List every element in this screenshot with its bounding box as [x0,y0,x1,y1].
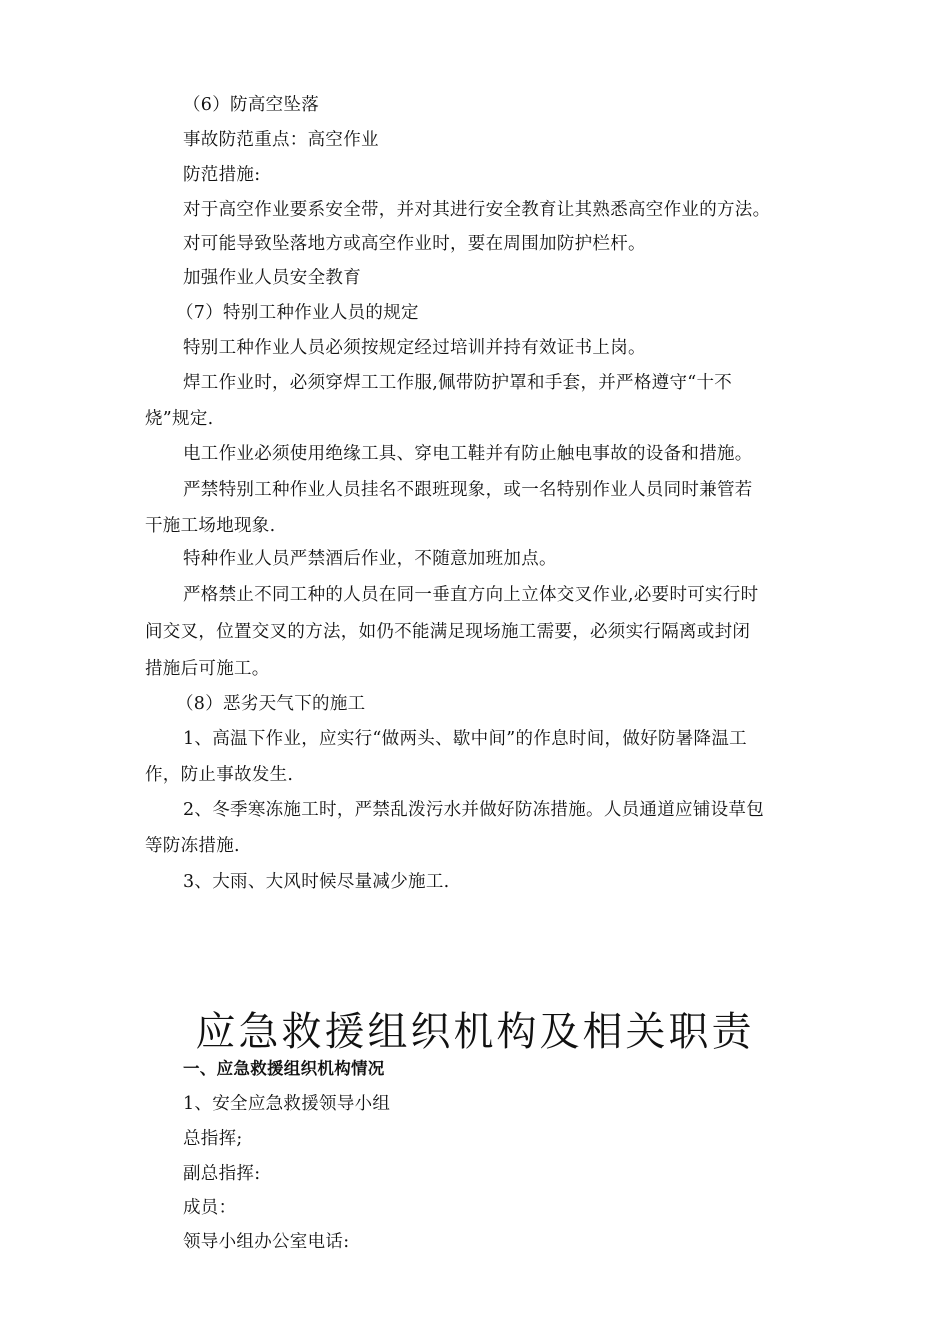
section7-paragraph: 焊工作业时，必须穿焊工工作服,佩带防护罩和手套，并严格遵守“十不 [183,373,733,393]
section7-paragraph: 烧”规定. [145,409,214,429]
section8-item: 3、大雨、大风时候尽量减少施工. [183,872,450,892]
emergency-commander: 总指挥; [183,1129,243,1149]
emergency-deputy: 副总指挥: [183,1164,261,1184]
section7-paragraph: 电工作业必须使用绝缘工具、穿电工鞋并有防止触电事故的设备和措施。 [183,444,753,464]
section8-heading: （8）恶劣天气下的施工 [176,694,366,714]
section6-key-point: 事故防范重点：高空作业 [183,130,379,150]
section6-item: 对可能导致坠落地方或高空作业时，要在周围加防护栏杆。 [183,234,646,254]
section8-item: 2、冬季寒冻施工时，严禁乱泼污水并做好防冻措施。人员通道应铺设草包 [183,800,765,820]
section7-paragraph: 特种作业人员严禁酒后作业，不随意加班加点。 [183,549,557,569]
section8-item: 等防冻措施. [145,836,240,856]
section7-paragraph: 干施工场地现象. [145,516,276,536]
page-title: 应急救援组织机构及相关职责 [195,1009,755,1055]
emergency-members: 成员： [183,1198,237,1218]
section7-paragraph: 措施后可施工。 [145,659,270,679]
emergency-subheading: 一、应急救援组织机构情况 [183,1059,385,1078]
section6-measures-label: 防范措施: [183,165,261,185]
emergency-phone: 领导小组办公室电话: [183,1232,350,1252]
section7-paragraph: 间交叉，位置交叉的方法，如仍不能满足现场施工需要，必须实行隔离或封闭 [145,622,751,642]
section6-heading: （6）防高空坠落 [183,95,320,115]
section8-item: 作，防止事故发生. [145,765,294,785]
section7-paragraph: 严禁特别工种作业人员挂名不跟班现象，或一名特别作业人员同时兼管若 [183,480,753,500]
section6-item: 加强作业人员安全教育 [183,268,361,288]
section7-paragraph: 严格禁止不同工种的人员在同一垂直方向上立体交叉作业,必要时可实行时 [183,585,759,605]
section7-paragraph: 特别工种作业人员必须按规定经过培训并持有效证书上岗。 [183,338,646,358]
emergency-group: 1、安全应急救援领导小组 [183,1094,391,1114]
section6-item: 对于高空作业要系安全带，并对其进行安全教育让其熟悉高空作业的方法。 [183,200,771,220]
section8-item: 1、高温下作业，应实行“做两头、歇中间”的作息时间，做好防暑降温工 [183,729,747,749]
section7-heading: （7）特别工种作业人员的规定 [176,303,419,323]
